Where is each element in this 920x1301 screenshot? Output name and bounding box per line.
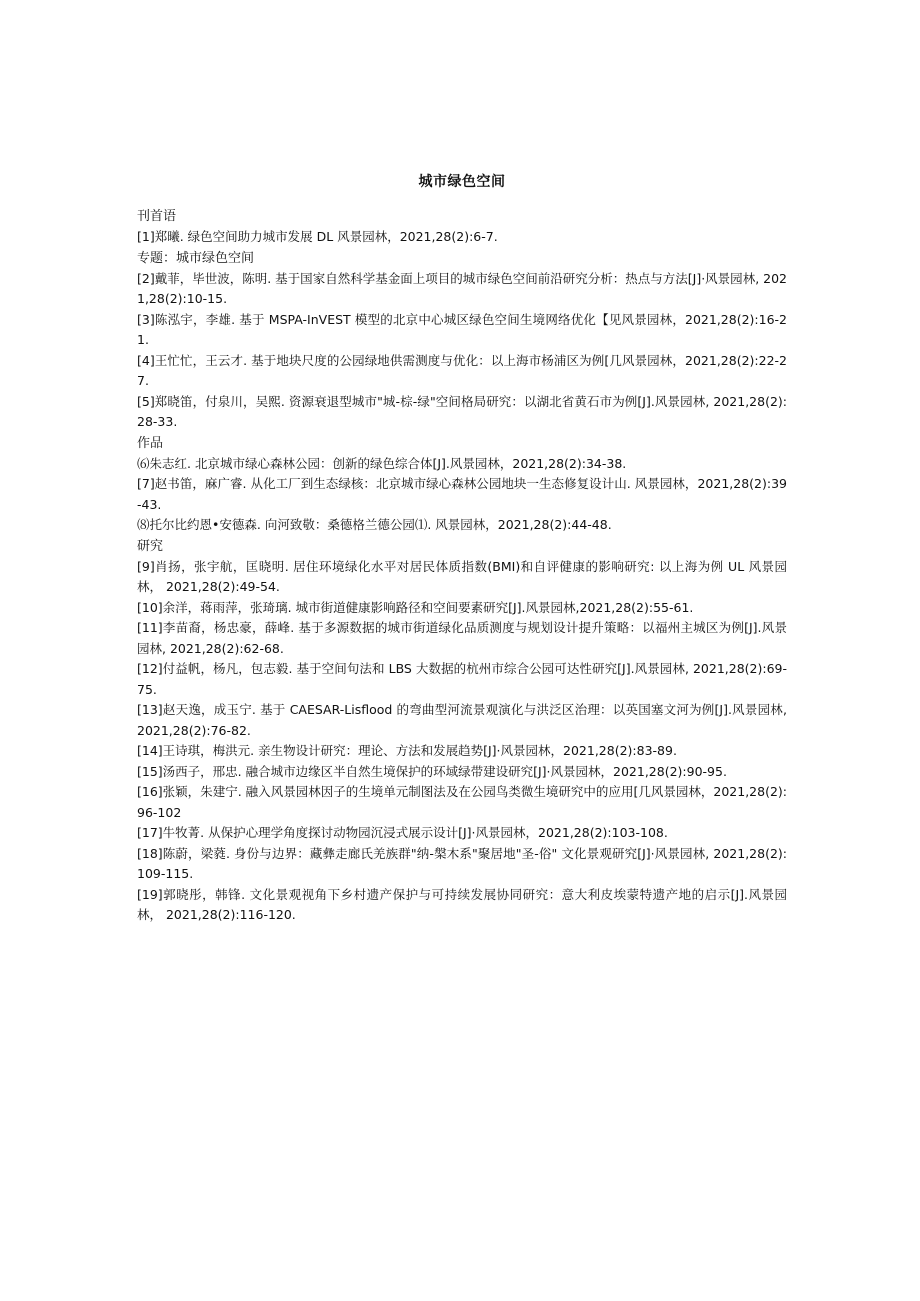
- reference-6: ⑹朱志红. 北京城市绿心森林公园：创新的绿色综合体[J].风景园林，2021,28(2):34-38.: [137, 455, 627, 471]
- document-page: [137, 172, 787, 926]
- reference-13: [13]赵天逸，成玉宁. 基于 CAESAR-Lisflood 的弯曲型河流景观演化与洪泛区治理：以英国塞文河为例[J].风景园林, 2021,28(2):76-82.: [137, 702, 787, 738]
- reference-10: [10]余洋，蒋雨萍，张琦璃. 城市街道健康影响路径和空间要素研究[J].风景园林,2021,28(2):55-61.: [137, 599, 694, 615]
- reference-3: [3]陈泓宇，李雄. 基于 MSPA-InVEST 模型的北京中心城区绿色空间生境网络优化【见风景园林，2021,28(2):16-21.: [137, 311, 787, 347]
- section-heading-research: 研究: [137, 538, 164, 554]
- reference-17: [17]牛牧菁. 从保护心理学角度探讨动物园沉浸式展示设计[J]·风景园林，2021,28(2):103-108.: [137, 825, 668, 840]
- reference-2: [2]戴菲，毕世波，陈明. 基于国家自然科学基金面上项目的城市绿色空间前沿研究分析：热点与方法[J]·风景园林, 2021,28(2):10-15.: [137, 270, 787, 306]
- reference-1: [1]郑曦. 绿色空间助力城市发展 DL 风景园林，2021,28(2):6-7.: [137, 229, 498, 244]
- section-heading-works: 作品: [137, 435, 164, 451]
- reference-18: [18]陈蔚，梁蕤. 身份与边界：藏彝走廊氏羌族群"纳-槃木系"聚居地"圣-俗" 文化景观研究[J]·风景园林, 2021,28(2):109-115.: [137, 845, 787, 881]
- section-heading-special-topic: 专题：城市绿色空间: [137, 250, 255, 266]
- reference-5: [5]郑晓笛，付泉川，吴熙. 资源衰退型城市"城-棕-绿"空间格局研究：以湖北省黄石市为例[J].风景园林, 2021,28(2):28-33.: [137, 393, 787, 429]
- reference-14: [14]王诗琪，梅洪元. 亲生物设计研究：理论、方法和发展趋势[J]·风景园林，2021,28(2):83-89.: [137, 743, 677, 758]
- reference-15: [15]汤西子，邢忠. 融合城市边缘区半自然生境保护的环域绿带建设研究[J]·风景园林，2021,28(2):90-95.: [137, 763, 727, 779]
- reference-16: [16]张颖，朱建宁. 融入风景园林因子的生境单元制图法及在公园鸟类微生境研究中的应用[几风景园林，2021,28(2):96-102: [137, 784, 787, 820]
- reference-9: [9]肖扬，张宇航，匡晓明. 居住环境绿化水平对居民体质指数(BMI)和自评健康的影响研究: 以上海为例 UL 风景园林， 2021,28(2):49-54.: [137, 558, 787, 594]
- document-title: 城市绿色空间: [418, 174, 506, 190]
- reference-4: [4]王忙忙，王云才. 基于地块尺度的公园绿地供需测度与优化：以上海市杨浦区为例[几风景园林，2021,28(2):22-27.: [137, 352, 787, 388]
- reference-19: [19]郭晓彤，韩锋. 文化景观视角下乡村遗产保护与可持续发展协同研究：意大利皮埃蒙特遗产地的启示[J].风景园林， 2021,28(2):116-120.: [137, 886, 787, 922]
- reference-8: ⑻托尔比约恩•安德森. 向河致敬：桑德格兰德公园⑴. 风景园林，2021,28(2):44-48.: [137, 517, 612, 532]
- reference-11: [11]李苗裔，杨忠豪，薛峰. 基于多源数据的城市街道绿化品质测度与规划设计提升策略：以福州主城区为例[J].风景园林, 2021,28(2):62-68.: [137, 620, 787, 656]
- reference-7: [7]赵书笛，麻广睿. 从化工厂到生态绿核：北京城市绿心森林公园地块一生态修复设计山. 风景园林，2021,28(2):39-43.: [137, 476, 787, 512]
- section-heading-foreword: 刊首语: [137, 209, 177, 224]
- reference-12: [12]付益帆，杨凡，包志毅. 基于空间句法和 LBS 大数据的杭州市综合公园可达性研究[J].风景园林, 2021,28(2):69-75.: [137, 661, 787, 697]
